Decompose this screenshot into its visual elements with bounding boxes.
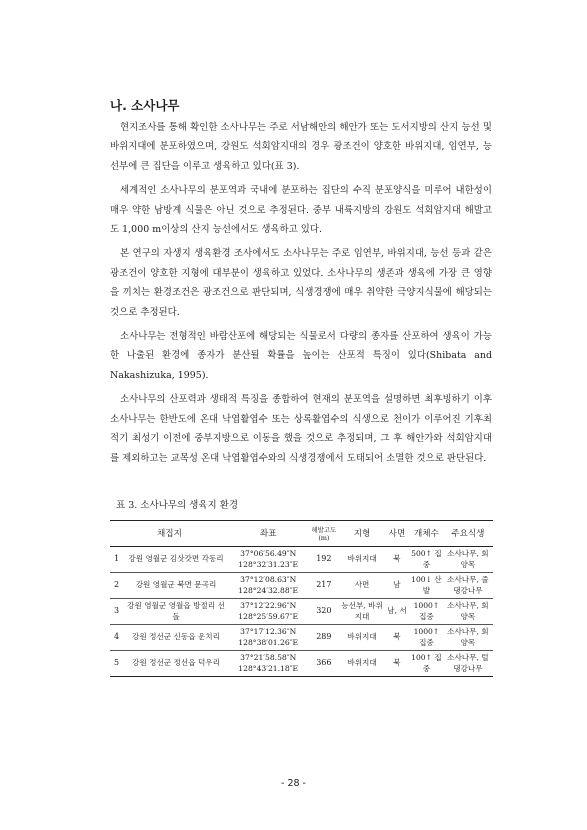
header-vegetation: 주요식생 [443,521,493,547]
page-number: - 28 - [281,778,306,789]
row-number: 1 [110,547,123,573]
row-lat: 37°21′58.58″N [240,653,297,662]
row-altitude: 192 [307,547,340,573]
row-population: 100↓ 산발 [410,573,443,599]
row-location: 강원 영월군 북면 문곡리 [123,573,229,599]
header-location: 채집지 [110,521,229,547]
paragraph-5: 소사나무의 산포력과 생태적 특징을 종합하여 현재의 분포역을 설명하면 최후빙하기 이후 소사나무는 한반도에 온대 낙엽활엽수 또는 상록활엽수의 식생으로 천이가 이루어진 기후최적기 최성기 이전에 중부지방으로 이동을 했을 것으로 추정되며, 그 후 해안가와 석회암지대를 제외하고는 교목성 온대 낙엽활엽수와의 식생경쟁에서 도태되어 소멸한 것으로 판단된다. [110,394,492,464]
row-coordinates [229,573,308,599]
row-lat: 37°06′56.49″N [240,549,297,558]
row-number: 4 [110,625,123,651]
table-row [110,651,493,677]
row-slope: 북 [384,625,410,651]
row-altitude: 320 [307,599,340,625]
section-heading: 나. 소사나무 [110,98,180,113]
row-lon: 128°32′31.23″E [238,559,299,569]
row-altitude: 366 [307,651,340,677]
row-terrain: 바위지대 [340,547,384,573]
table-row [110,573,493,599]
row-altitude: 217 [307,573,340,599]
header-coordinates: 좌표 [229,521,308,547]
header-terrain: 지형 [340,521,384,547]
table-caption: 표 3. 소사나무의 생육지 환경 [116,500,239,511]
row-slope: 북 [384,547,410,573]
row-lon: 128°43′21.18″E [238,663,299,673]
row-lon: 128°24′32.88″E [238,585,299,595]
row-location: 강원 정선군 신동읍 운치리 [123,625,229,651]
habitat-table [110,520,493,677]
row-coordinates [229,651,308,677]
row-number: 3 [110,599,123,625]
paragraph-1: 현지조사를 통해 확인한 소사나무는 주로 서남해안의 해안가 또는 도서지방의 산지 능선 및 바위지대에 분포하였으며, 강원도 석회암지대의 경우 광조건이 양호한 바위지대, 임연부, 능선부에 큰 집단을 이루고 생육하고 있다(표 3). [110,122,492,172]
row-terrain: 능선부, 바위지대 [340,599,384,625]
table-row [110,625,493,651]
row-terrain: 바위지대 [340,651,384,677]
row-lon: 128°38′01.26″E [238,637,299,647]
row-terrain: 바위지대 [340,625,384,651]
row-coordinates [229,599,308,625]
row-population: 100↑ 집중 [410,651,443,677]
row-vegetation: 소사나무, 줄댕강나무 [443,573,493,599]
paragraph-2: 세계적인 소사나무의 분포역과 국내에 분포하는 집단의 수직 분포양식을 미루어 내한성이 매우 약한 남방계 식물은 아닌 것으로 추정된다. 중부 내륙지방의 강원도 석회암지대 해발고도 1,000 m이상의 산지 능선에서도 생육하고 있다. [110,185,492,236]
row-lat: 37°17′12.36″N [240,627,297,636]
row-slope: 북 [384,651,410,677]
row-population: 1000↑ 집중 [410,599,443,625]
row-lat: 37°12′22.96″N [240,601,297,610]
row-coordinates [229,625,308,651]
row-population: 1000↑ 집중 [410,625,443,651]
row-slope: 남 [384,573,410,599]
paragraph-4: 소사나무는 전형적인 바람산포에 해당되는 식물로서 다량의 종자를 산포하여 생육이 가능한 나출된 환경에 종자가 분산될 확률을 높이는 산포적 특징이 있다(Shibata and Nakashizuka, 1995). [110,331,492,381]
header-population: 개체수 [410,521,443,547]
table-row [110,547,493,573]
row-vegetation: 소사나무, 회양목 [443,625,493,651]
row-slope: 남, 서 [384,599,410,625]
paragraph-3: 본 연구의 자생지 생육환경 조사에서도 소사나무는 주로 임연부, 바위지대, 능선 등과 같은 광조건이 양호한 지형에 대부분이 생육하고 있었다. 소사나무의 생존과 생육에 가장 큰 영향을 끼치는 환경조건은 광조건으로 판단되며, 식생경쟁에 매우 취약한 극양지식물에 해당되는 것으로 추정된다. [110,248,492,318]
row-altitude: 289 [307,625,340,651]
body-text [110,118,492,473]
table-row [110,599,493,625]
row-lat: 37°12′08.63″N [240,575,297,584]
row-location: 강원 영월군 김삿갓면 각동리 [123,547,229,573]
row-number: 2 [110,573,123,599]
row-number: 5 [110,651,123,677]
row-vegetation: 소사나무, 회양목 [443,599,493,625]
row-lon: 128°25′59.67″E [238,611,299,621]
row-vegetation: 소사나무, 털댕강나무 [443,651,493,677]
row-location: 강원 영월군 영월읍 방절리 선돌 [123,599,229,625]
table-header-row [110,521,493,547]
row-coordinates [229,547,308,573]
row-population: 500↑ 집중 [410,547,443,573]
header-altitude: 해발고도 (m) [307,521,340,547]
row-vegetation: 소사나무, 회양목 [443,547,493,573]
header-slope: 사면 [384,521,410,547]
row-location: 강원 정선군 정선읍 덕우리 [123,651,229,677]
row-terrain: 사면 [340,573,384,599]
